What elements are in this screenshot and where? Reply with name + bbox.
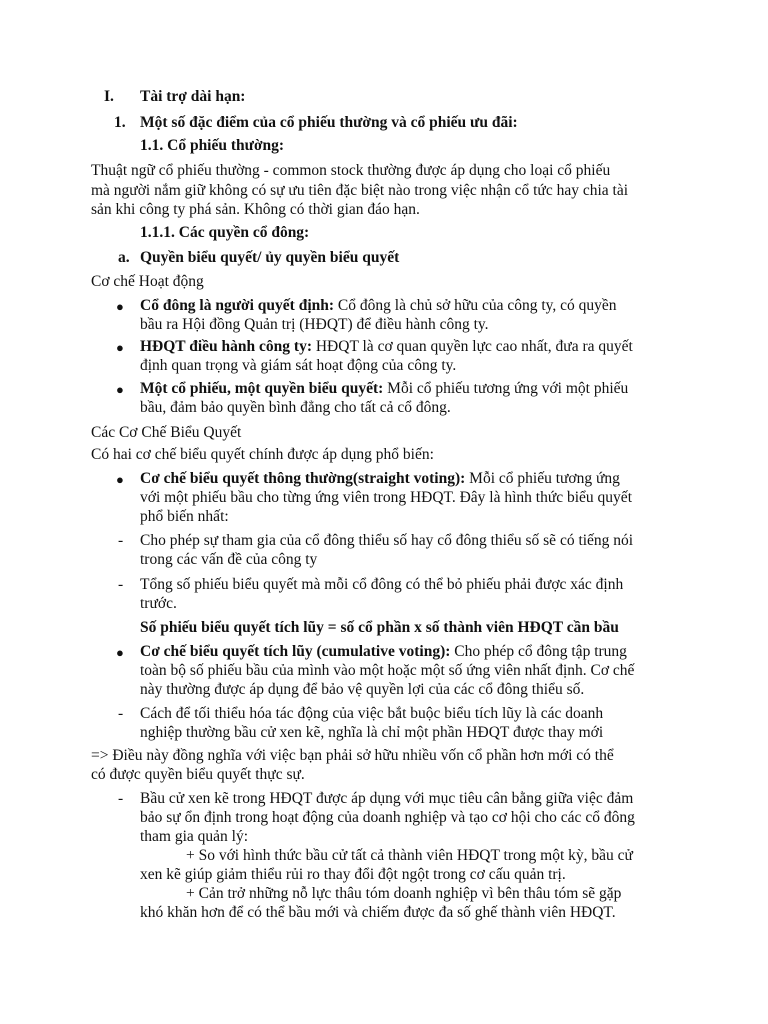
- bullet-bold-label: Cổ đông là người quyết định:: [140, 297, 335, 314]
- heading-i: Tài trợ dài hạn:: [140, 88, 246, 105]
- dash-item-hdqt-election-line-1: Bầu cử xen kẽ trong HĐQT được áp dụng với mục tiêu cân bằng giữa việc đảm: [140, 790, 634, 807]
- bullet-bold-label: Cơ chế biểu quyết tích lũy (cumulative voting):: [140, 643, 451, 660]
- bullet-text-line-2: bầu ra Hội đồng Quản trị (HĐQT) để điều hành công ty.: [140, 316, 489, 333]
- heading-1-number: 1.: [114, 114, 126, 131]
- bullet-item-hdqt-manages: [140, 337, 633, 356]
- dash-item-hdqt-election-line-3: tham gia quản lý:: [140, 828, 249, 845]
- bullet-icon: ●: [116, 645, 124, 660]
- bullet-text-line-2: định quan trọng và giám sát hoạt động của công ty.: [140, 357, 457, 374]
- dash-icon: -: [118, 576, 124, 593]
- bullet-bold-label: Cơ chế biểu quyết thông thường(straight voting):: [140, 470, 466, 487]
- bullet-text: Cổ đông là chủ sở hữu của công ty, có quyền: [334, 297, 617, 314]
- bullet-text-line-2: bầu, đảm bảo quyền bình đẳng cho tất cả cổ đông.: [140, 399, 451, 416]
- bullet-text: Mỗi cổ phiếu tương ứng với một phiếu: [383, 380, 629, 397]
- bullet-text: Cho phép cổ đông tập trung: [450, 643, 627, 660]
- bullet-icon: ●: [116, 382, 124, 397]
- dash-item-staggered-line-1: Cách để tối thiểu hóa tác động của việc bắt buộc biểu tích lũy là các doanh: [140, 705, 604, 722]
- bullet-text: Mỗi cổ phiếu tương ứng: [465, 470, 620, 487]
- cumulative-line-3: này thường được áp dụng để bảo vệ quyền lợi của các cổ đông thiểu số.: [140, 681, 585, 698]
- cac-co-che-label: Các Cơ Chế Biểu Quyết: [91, 424, 242, 441]
- dash-item-minority-line-2: trong các vấn đề của công ty: [140, 551, 318, 568]
- straight-voting-line-2: với một phiếu bầu cho từng ứng viên trong HĐQT. Đây là hình thức biểu quyết: [140, 489, 632, 506]
- intro-line-3: sản khi công ty phá sản. Không có thời gian đáo hạn.: [91, 201, 420, 218]
- plus-item-reduce-risk-line-1: + So với hình thức bầu cử tất cả thành viên HĐQT trong một kỳ, bầu cử: [186, 847, 633, 864]
- dash-item-minority-line-1: Cho phép sự tham gia của cổ đông thiểu số hay cổ đông thiểu số sẽ có tiếng nói: [140, 532, 634, 549]
- co-che-hoat-dong-label: Cơ chế Hoạt động: [91, 273, 204, 290]
- plus-item-reduce-risk-line-2: xen kẽ giúp giảm thiểu rủi ro thay đổi đột ngột trong cơ cấu quản trị.: [140, 866, 566, 883]
- bullet-bold-label: HĐQT điều hành công ty:: [140, 338, 312, 355]
- dash-item-hdqt-election-line-2: bảo sự ổn định trong hoạt động của doanh nghiệp và tạo cơ hội cho các cổ đông: [140, 809, 635, 826]
- heading-1-1-1: 1.1.1. Các quyền cổ đông:: [140, 224, 310, 241]
- bullet-item-shareholder-decides: [140, 296, 617, 315]
- dash-item-staggered-line-2: nghiệp thường bầu cử xen kẽ, nghĩa là chỉ một phần HĐQT được thay mới: [140, 724, 604, 741]
- dash-item-total-votes-line-2: trước.: [140, 595, 177, 612]
- cumulative-formula: Số phiếu biểu quyết tích lũy = số cổ phần x số thành viên HĐQT cần bầu: [140, 619, 619, 636]
- dash-icon: -: [118, 705, 124, 722]
- heading-a: Quyền biểu quyết/ ủy quyền biểu quyết: [140, 249, 400, 266]
- heading-a-number: a.: [118, 249, 130, 266]
- dash-icon: -: [118, 532, 124, 549]
- heading-1-1: 1.1. Cổ phiếu thường:: [140, 137, 285, 154]
- bullet-icon: ●: [116, 340, 124, 355]
- bullet-icon: ●: [116, 299, 124, 314]
- dash-item-total-votes-line-1: Tổng số phiếu biểu quyết mà mỗi cổ đông có thể bỏ phiếu phải được xác định: [140, 576, 624, 593]
- bullet-bold-label: Một cổ phiếu, một quyền biểu quyết:: [140, 380, 384, 397]
- intro-line-1: Thuật ngữ cổ phiếu thường - common stock thường được áp dụng cho loại cổ phiếu: [91, 162, 611, 179]
- cumulative-line-2: toàn bộ số phiếu bầu của mình vào một hoặc một số ứng viên nhất định. Cơ chế: [140, 662, 635, 679]
- bullet-text: HĐQT là cơ quan quyền lực cao nhất, đưa ra quyết: [311, 338, 633, 355]
- plus-item-takeover-line-2: khó khăn hơn để có thể bầu mới và chiếm được đa số ghế thành viên HĐQT.: [140, 904, 616, 921]
- co-hai-co-che-text: Có hai cơ chế biểu quyết chính được áp dụng phổ biến:: [91, 446, 434, 463]
- arrow-conclusion-line-1: => Điều này đồng nghĩa với việc bạn phải sở hữu nhiều vốn cổ phần hơn mới có thể: [91, 747, 614, 764]
- intro-line-2: mà người nắm giữ không có sự ưu tiên đặc biệt nào trong việc nhận cổ tức hay chia tài: [91, 182, 629, 199]
- arrow-conclusion-line-2: có được quyền biểu quyết thực sự.: [91, 766, 305, 783]
- straight-voting-line-3: phổ biến nhất:: [140, 508, 229, 525]
- bullet-item-cumulative-voting: [140, 642, 627, 661]
- bullet-icon: ●: [116, 472, 124, 487]
- dash-icon: -: [118, 790, 124, 807]
- bullet-item-one-share-one-vote: [140, 379, 628, 398]
- plus-item-takeover-line-1: + Cản trở những nỗ lực thâu tóm doanh nghiệp vì bên thâu tóm sẽ gặp: [186, 885, 622, 902]
- bullet-item-straight-voting: [140, 469, 620, 488]
- heading-i-number: I.: [104, 88, 114, 105]
- heading-1: Một số đặc điểm của cổ phiếu thường và cổ phiếu ưu đãi:: [140, 114, 518, 131]
